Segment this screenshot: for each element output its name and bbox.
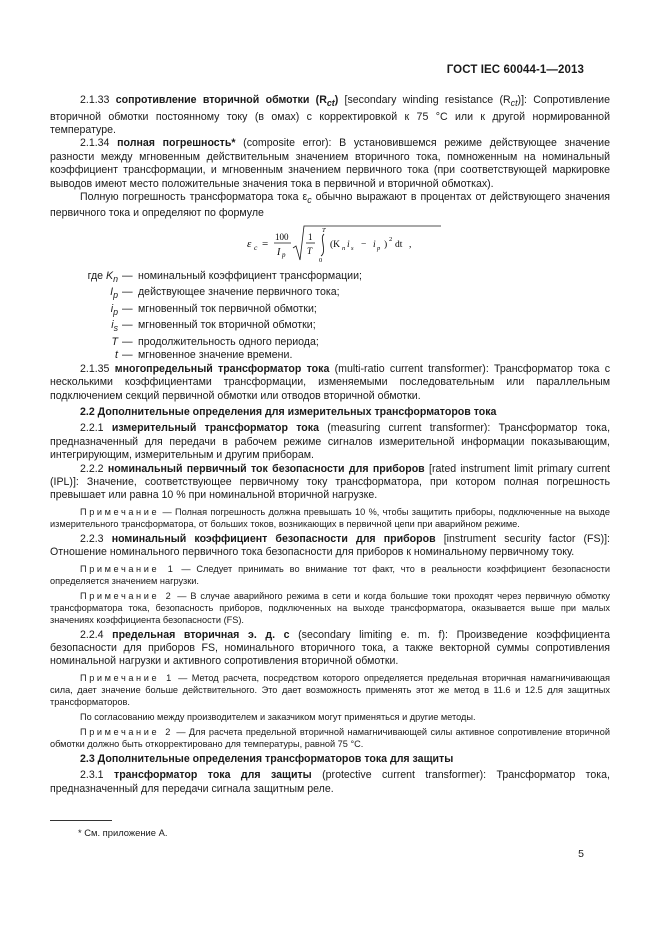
page-number: 5 (578, 848, 584, 860)
where-row-is: $i_s$ — мгновенный ток вторичной обмотки; (111, 319, 316, 334)
section-2-3-heading: 2.3 Дополнительные определения трансформаторов тока для защиты (80, 752, 454, 765)
document-code-header: ГОСТ IEC 60044-1—2013 (446, 64, 584, 76)
definition-2-2-3: 2.2.3 номинальный коэффициент безопасности для приборов [instrument security factor (FS)]: Отношение номинального первичного тока безопасности для приборов к номинальному первичному току. (50, 532, 610, 559)
formula-Kn: (K (330, 239, 341, 250)
formula-close-paren: ) (384, 239, 388, 250)
formula-equals: = (262, 237, 269, 250)
formula-T: T (307, 245, 313, 256)
where-row-kn: где $K_n$ — номинальный коэффициент трансформации; (87, 269, 362, 284)
definition-2-1-34: 2.1.34 полная погрешность* (composite error): В установившемся режиме действующее значение разности между мгновенным действительным значением вторичного тока, помноженным на номинальный коэффициент трансформации, и мгновенным значением первичного тока (при соответствующей маркировке выводов имеют место положительные значения тока в первичной и вторичной обмотках). (50, 137, 610, 190)
where-row-t: t — мгновенное значение времени. (115, 349, 293, 362)
formula-minus: − (361, 239, 367, 250)
formula-comma: , (409, 239, 412, 250)
definition-2-2-4: 2.2.4 предельная вторичная э. д. с (secondary limiting e. m. f): Произведение коэффициента безопасности для приборов FS, номинального вторичного тока, а также векторной суммы сопротивления номинальной нагрузки и активного сопротивления вторичной обмотки. (50, 628, 611, 668)
formula-ip: i (373, 239, 376, 250)
note-2-2-3-2: Примечание 2 — В случае аварийного режима в сети и когда большие токи проходят через первичную обмотку трансформатора тока, безопасность приборов, подключенных на выходе трансформатора, оказывается выше при малых значениях коэффициента безопасности (FS). (50, 590, 610, 625)
formula-sqrt (293, 226, 441, 260)
definition-2-2-1: 2.2.1 измерительный трансформатор тока (measuring current transformer): Трансформатор тока, предназначенный для передачи в рабочем режиме сигналов измерительной информации показывающим, интегрирующим, измерительным и другим приборам. (50, 422, 611, 462)
formula-dt: dt (395, 239, 403, 250)
note-2-2-2: Примечание — Полная погрешность должна превышать 10 %, чтобы защитить приборы, подключенные на выходе измерительного трансформатора, от больших токов, возникающих в первичной цепи при аварийном режиме. (50, 506, 610, 529)
note-2-2-3-1: Примечание 1 — Следует принимать во внимание тот факт, что в реальности коэффициент безопасности определяется значением нагрузки. (50, 563, 610, 586)
variable-definitions (50, 270, 610, 363)
formula-is-sub: s (351, 244, 354, 252)
where-row-ip: $i_p$ — мгновенный ток первичной обмотки; (110, 302, 317, 318)
definition-2-1-35: 2.1.35 многопредельный трансформатор тока (multi-ratio current transformer): Трансформатор тока с несколькими коэффициентами трансформации, изменяемыми последовательным или параллельным подключением секций первичной обмотки или отводов вторичной обмотки. (50, 362, 611, 402)
formula-100: 100 (275, 231, 289, 242)
footnote-separator (50, 820, 112, 821)
note-2-2-4-1: Примечание 1 — Метод расчета, посредством которого определяется предельная вторичная намагничивающая сила, дает значение больше действительного. Это дает возможность применять этот же метод в 11.6 и 12.5 для защитных трансформаторов. (50, 672, 610, 707)
formula-epsilon: ε (247, 237, 252, 250)
formula-Ip: I (277, 246, 281, 258)
formula-lower-limit: 0 (319, 256, 323, 264)
definition-2-3-1: 2.3.1 трансформатор тока для защиты (protective current transformer): Трансформатор тока, предназначенный для передачи сигнала защитным реле. (50, 769, 610, 795)
footnote: * См. приложение А. (78, 827, 168, 838)
document-body (50, 94, 610, 796)
formula-one: 1 (308, 231, 313, 242)
formula-intro: Полную погрешность трансформатора тока $\varepsilon_c$ обычно выражают в процентах от действующего значения первичного тока и определяют по формуле (50, 190, 610, 220)
formula-ip-sub: p (377, 244, 381, 252)
where-row-T: T — продолжительность одного периода; (111, 335, 319, 348)
formula-square: 2 (389, 235, 393, 243)
formula-integral (321, 234, 324, 256)
composite-error-formula (50, 222, 610, 266)
formula-graphic (245, 222, 475, 266)
where-row-ip-rms: $I_p$ — действующее значение первичного тока; (110, 286, 340, 301)
formula-epsilon-sub: c (254, 242, 258, 252)
note-2-2-4-2: Примечание 2 — Для расчета предельной вторичной намагничивающей силы активное сопротивление вторичной обмотки должно быть откорректировано для температуры, равной 75 °С. (50, 726, 610, 749)
definition-2-2-2: 2.2.2 номинальный первичный ток безопасности для приборов [rated instrument limit primary current (IPL)]: Значение, соответствующее первичному току трансформатора, при котором полная погрешность превышает или равна 10 % при номинальной вторичной нагрузке. (50, 462, 610, 502)
formula-Ip-sub: p (282, 250, 286, 259)
definition-2-1-33: 2.1.33 сопротивление вторичной обмотки $(R_{ct})$ [secondary winding resistance $(R_{ct})$]: Сопротивление вторичной обмотки постоянному току (в омах) с корректировкой к 75 °С или к другой нормированной температуре. (50, 94, 610, 136)
section-2-2-heading: 2.2 Дополнительные определения для измерительных трансформаторов тока (80, 405, 497, 418)
note-2-2-4-1-continued: По согласованию между производителем и заказчиком могут применяться и другие методы. (80, 711, 476, 722)
formula-Kn-sub: n (342, 244, 346, 252)
formula-is: i (347, 239, 350, 250)
formula-upper-limit: T (322, 226, 326, 234)
